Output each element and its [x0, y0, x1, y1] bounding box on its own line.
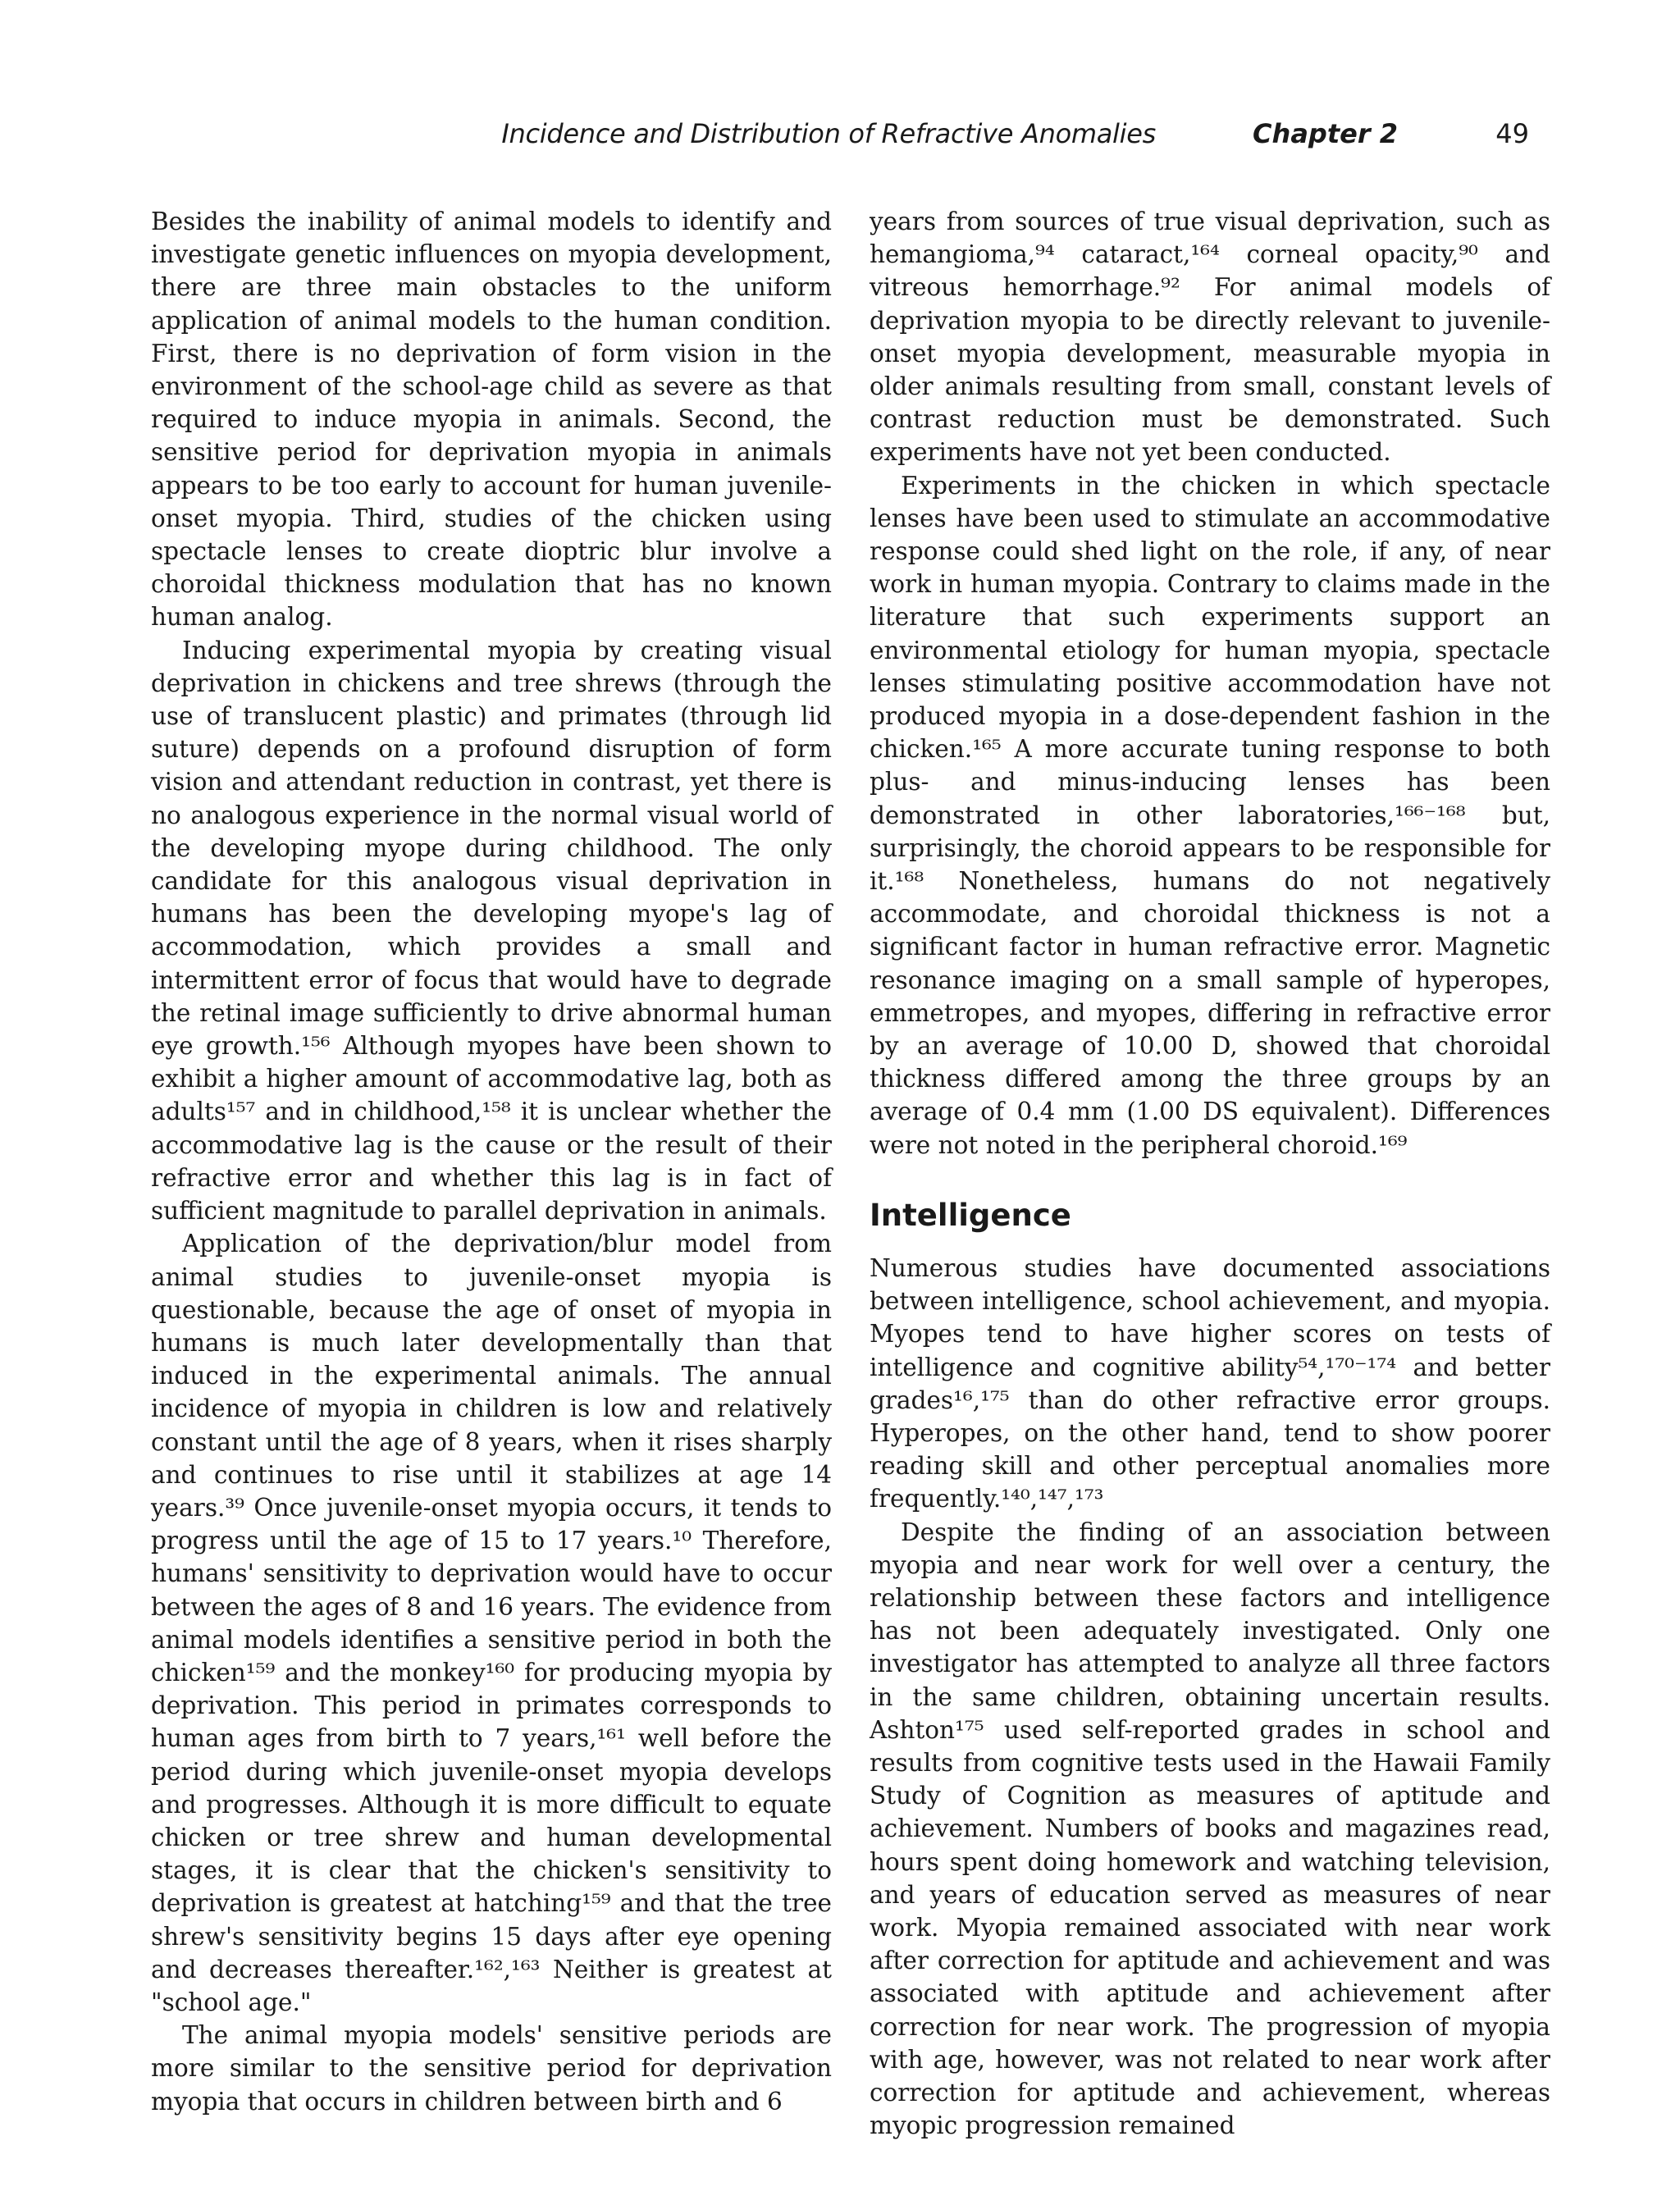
- section-heading: Intelligence: [870, 1197, 1071, 1233]
- body-paragraph: Inducing experimental myopia by creating visual deprivation in chickens and tree shrews (through the use of translucent plastic) and primates (through lid suture) depends on a profound disruption of form vision and attendant reduction in contrast, yet there is no analogous experience in the normal visual world of the developing myope during childhood. The only candidate for this analogous visual deprivation in humans has been the developing myope's lag of accommodation, which provides a small and intermittent error of focus that would have to degrade the retinal image sufficiently to drive abnormal human eye growth.¹⁵⁶ Although myopes have been shown to exhibit a higher amount of accommodative lag, both as adults¹⁵⁷ and in childhood,¹⁵⁸ it is unclear whether the accommodative lag is the cause or the result of their refractive error and whether this lag is in fact of sufficient magnitude to parallel deprivation in animals.: [151, 636, 832, 1226]
- page-number: 49: [1495, 118, 1529, 149]
- left-column: [151, 205, 832, 2118]
- body-paragraph: Besides the inability of animal models to identify and investigate genetic influences on myopia development, there are three main obstacles to the uniform application of animal models to the human condition. First, there is no deprivation of form vision in the environment of the school-age child as severe as that required to induce myopia in animals. Second, the sensitive period for deprivation myopia in animals appears to be too early to account for human juvenile-onset myopia. Third, studies of the chicken using spectacle lenses to create dioptric blur involve a choroidal thickness modulation that has no known human analog.: [151, 208, 832, 632]
- body-paragraph: Numerous studies have documented associations between intelligence, school achievement, and myopia. Myopes tend to have higher scores on tests of intelligence and cognitive ability⁵⁴,¹⁷⁰⁻¹⁷⁴ and better grades¹⁶,¹⁷⁵ than do other refractive error groups. Hyperopes, on the other hand, tend to show poorer reading skill and other perceptual anomalies more frequently.¹⁴⁰,¹⁴⁷,¹⁷³: [870, 1253, 1550, 1513]
- body-paragraph: Application of the deprivation/blur model from animal studies to juvenile-onset myopia is questionable, because the age of onset of myopia in humans is much later developmentally than that induced in the experimental animals. The annual incidence of myopia in children is low and relatively constant until the age of 8 years, when it rises sharply and continues to rise until it stabilizes at age 14 years.³⁹ Once juvenile-onset myopia occurs, it tends to progress until the age of 15 to 17 years.¹⁰ Therefore, humans' sensitivity to deprivation would have to occur between the ages of 8 and 16 years. The evidence from animal models identifies a sensitive period in both the chicken¹⁵⁹ and the monkey¹⁶⁰ for producing myopia by deprivation. This period in primates corresponds to human ages from birth to 7 years,¹⁶¹ well before the period during which juvenile-onset myopia develops and progresses. Although it is more difficult to equate chicken or tree shrew and human developmental stages, it is clear that the chicken's sensitivity to deprivation is greatest at hatching¹⁵⁹ and that the tree shrew's sensitivity begins 15 days after eye opening and decreases thereafter.¹⁶²,¹⁶³ Neither is greatest at "school age.": [151, 1230, 832, 2016]
- running-header: [151, 115, 1529, 164]
- body-paragraph: Experiments in the chicken in which spectacle lenses have been used to stimulate an accommodative response could shed light on the role, if any, of near work in human myopia. Contrary to claims made in the literature that such experiments support an environmental etiology for human myopia, spectacle lenses stimulating positive accommodation have not produced myopia in a dose-dependent fashion in the chicken.¹⁶⁵ A more accurate tuning response to both plus- and minus-inducing lenses has been demonstrated in other laboratories,¹⁶⁶⁻¹⁶⁸ but, surprisingly, the choroid appears to be responsible for it.¹⁶⁸ Nonetheless, humans do not negatively accommodate, and choroidal thickness is not a significant factor in human refractive error. Magnetic resonance imaging on a small sample of hyperopes, emmetropes, and myopes, differing in refractive error by an average of 10.00 D, showed that choroidal thickness differed among the three groups by an average of 0.4 mm (1.00 DS equivalent). Differences were not noted in the peripheral choroid.¹⁶⁹: [870, 471, 1550, 1159]
- right-column: [870, 205, 1550, 2142]
- body-paragraph: years from sources of true visual deprivation, such as hemangioma,⁹⁴ cataract,¹⁶⁴ corneal opacity,⁹⁰ and vitreous hemorrhage.⁹² For animal models of deprivation myopia to be directly relevant to juvenile-onset myopia development, measurable myopia in older animals resulting from small, constant levels of contrast reduction must be demonstrated. Such experiments have not yet been conducted.: [870, 208, 1550, 467]
- body-paragraph: The animal myopia models' sensitive periods are more similar to the sensitive period for deprivation myopia that occurs in children between birth and 6: [151, 2021, 832, 2116]
- body-paragraph: Despite the finding of an association between myopia and near work for well over a century, the relationship between these factors and intelligence has not been adequately investigated. Only one investigator has attempted to analyze all three factors in the same children, obtaining uncertain results. Ashton¹⁷⁵ used self-reported grades in school and results from cognitive tests used in the Hawaii Family Study of Cognition as measures of aptitude and achievement. Numbers of books and magazines read, hours spent doing homework and watching television, and years of education served as measures of near work. Myopia remained associated with near work after correction for aptitude and achievement and was associated with aptitude and achievement after correction for near work. The progression of myopia with age, however, was not related to near work after correction for aptitude and achievement, whereas myopic progression remained: [870, 1518, 1550, 2140]
- running-title: Incidence and Distribution of Refractive Anomalies: [501, 118, 1156, 149]
- chapter-label: Chapter 2: [1253, 118, 1398, 149]
